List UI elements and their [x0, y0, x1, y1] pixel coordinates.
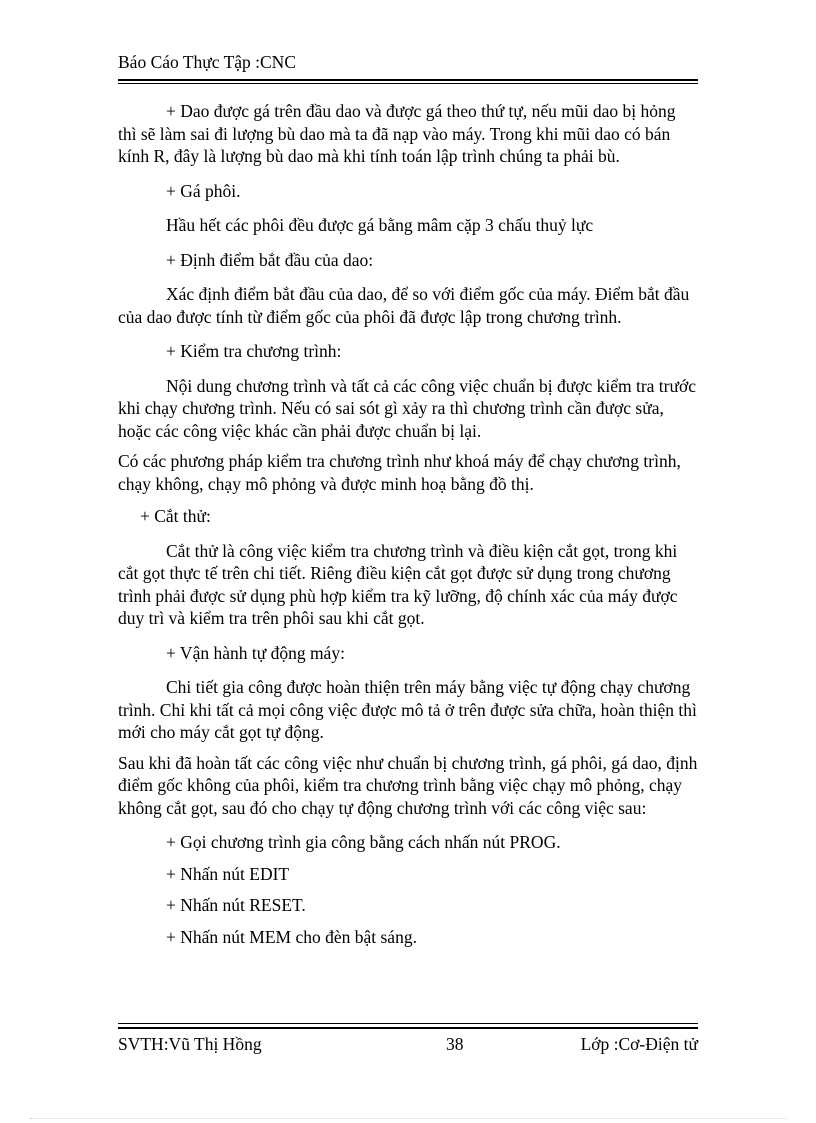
paragraph: + Dao được gá trên đầu dao và được gá theo thứ tự, nếu mũi dao bị hỏng thì sẽ làm sai đi lượng bù dao mà ta đã nạp vào máy. Trong khi mũi dao có bán kính R, đây là lượng bù dao mà khi tính toán lập trình chúng ta phải bù.	[118, 101, 676, 166]
paragraph: Xác định điểm bắt đầu của dao, để so với điểm gốc của máy. Điểm bắt đầu của dao được tính từ điểm gốc của phôi đã được lập trong chương trình.	[118, 284, 690, 327]
paragraph: Cắt thử là công việc kiểm tra chương trình và điều kiện cắt gọt, trong khi cắt gọt thực tế trên chi tiết. Riêng điều kiện cắt gọt được sử dụng trong chương trình phải được sử dụng phù hợp kiểm tra kỹ lưỡng, độ chính xác của máy được duy trì và kiểm tra trên phôi sau khi cắt gọt.	[118, 540, 678, 628]
paragraph: + Cắt thử:	[140, 506, 211, 526]
page-number: 38	[446, 1034, 464, 1054]
header-title: Báo Cáo Thực Tập :CNC	[118, 52, 296, 72]
list-item: + Nhấn nút MEM cho đèn bật sáng.	[166, 926, 417, 947]
footer-divider-thin	[118, 1023, 698, 1024]
paragraph: Có các phương pháp kiểm tra chương trình như khoá máy để chạy chương trình, chạy không, chạy mô phỏng và được minh hoạ bằng đồ thị.	[118, 451, 681, 494]
header-divider	[118, 79, 698, 81]
footer-class: Lớp :Cơ-Điện tử	[580, 1034, 698, 1054]
paragraph: + Gá phôi.	[166, 180, 241, 201]
paragraph: Sau khi đã hoàn tất các công việc như chuẩn bị chương trình, gá phôi, gá dao, định điểm gốc không của phôi, kiểm tra chương trình bằng việc chạy mô phỏng, chạy không cắt gọt, sau đó cho chạy tự động chương trình với các công việc sau:	[118, 752, 698, 818]
list-item: + Nhấn nút EDIT	[166, 863, 290, 884]
paragraph: + Định điểm bắt đầu của dao:	[166, 249, 374, 270]
paragraph: Chi tiết gia công được hoàn thiện trên máy bằng việc tự động chạy chương trình. Chỉ khi tất cả mọi công việc được mô tả ở trên được sửa chữa, hoàn thiện thì mới cho máy cắt gọt tự động.	[118, 677, 697, 742]
paragraph: Hầu hết các phôi đều được gá bằng mâm cặp 3 chấu thuỷ lực	[166, 215, 594, 235]
document-body	[118, 100, 698, 948]
paragraph: + Kiểm tra chương trình:	[166, 341, 342, 361]
list-item: + Gọi chương trình gia công bằng cách nhấn nút PROG.	[166, 832, 561, 852]
footer-divider	[118, 1027, 698, 1029]
footer-author: SVTH:Vũ Thị Hồng	[118, 1034, 262, 1054]
paragraph: Nội dung chương trình và tất cả các công việc chuẩn bị được kiểm tra trước khi chạy chương trình. Nếu có sai sót gì xảy ra thì chương trình cần được sửa, hoặc các công việc khác cần phải được chuẩn bị lại.	[118, 375, 696, 441]
page-edge-dots	[30, 1118, 786, 1119]
list-item: + Nhấn nút RESET.	[166, 895, 306, 915]
paragraph: + Vận hành tự động máy:	[166, 642, 345, 663]
header-divider-thin	[118, 83, 698, 84]
